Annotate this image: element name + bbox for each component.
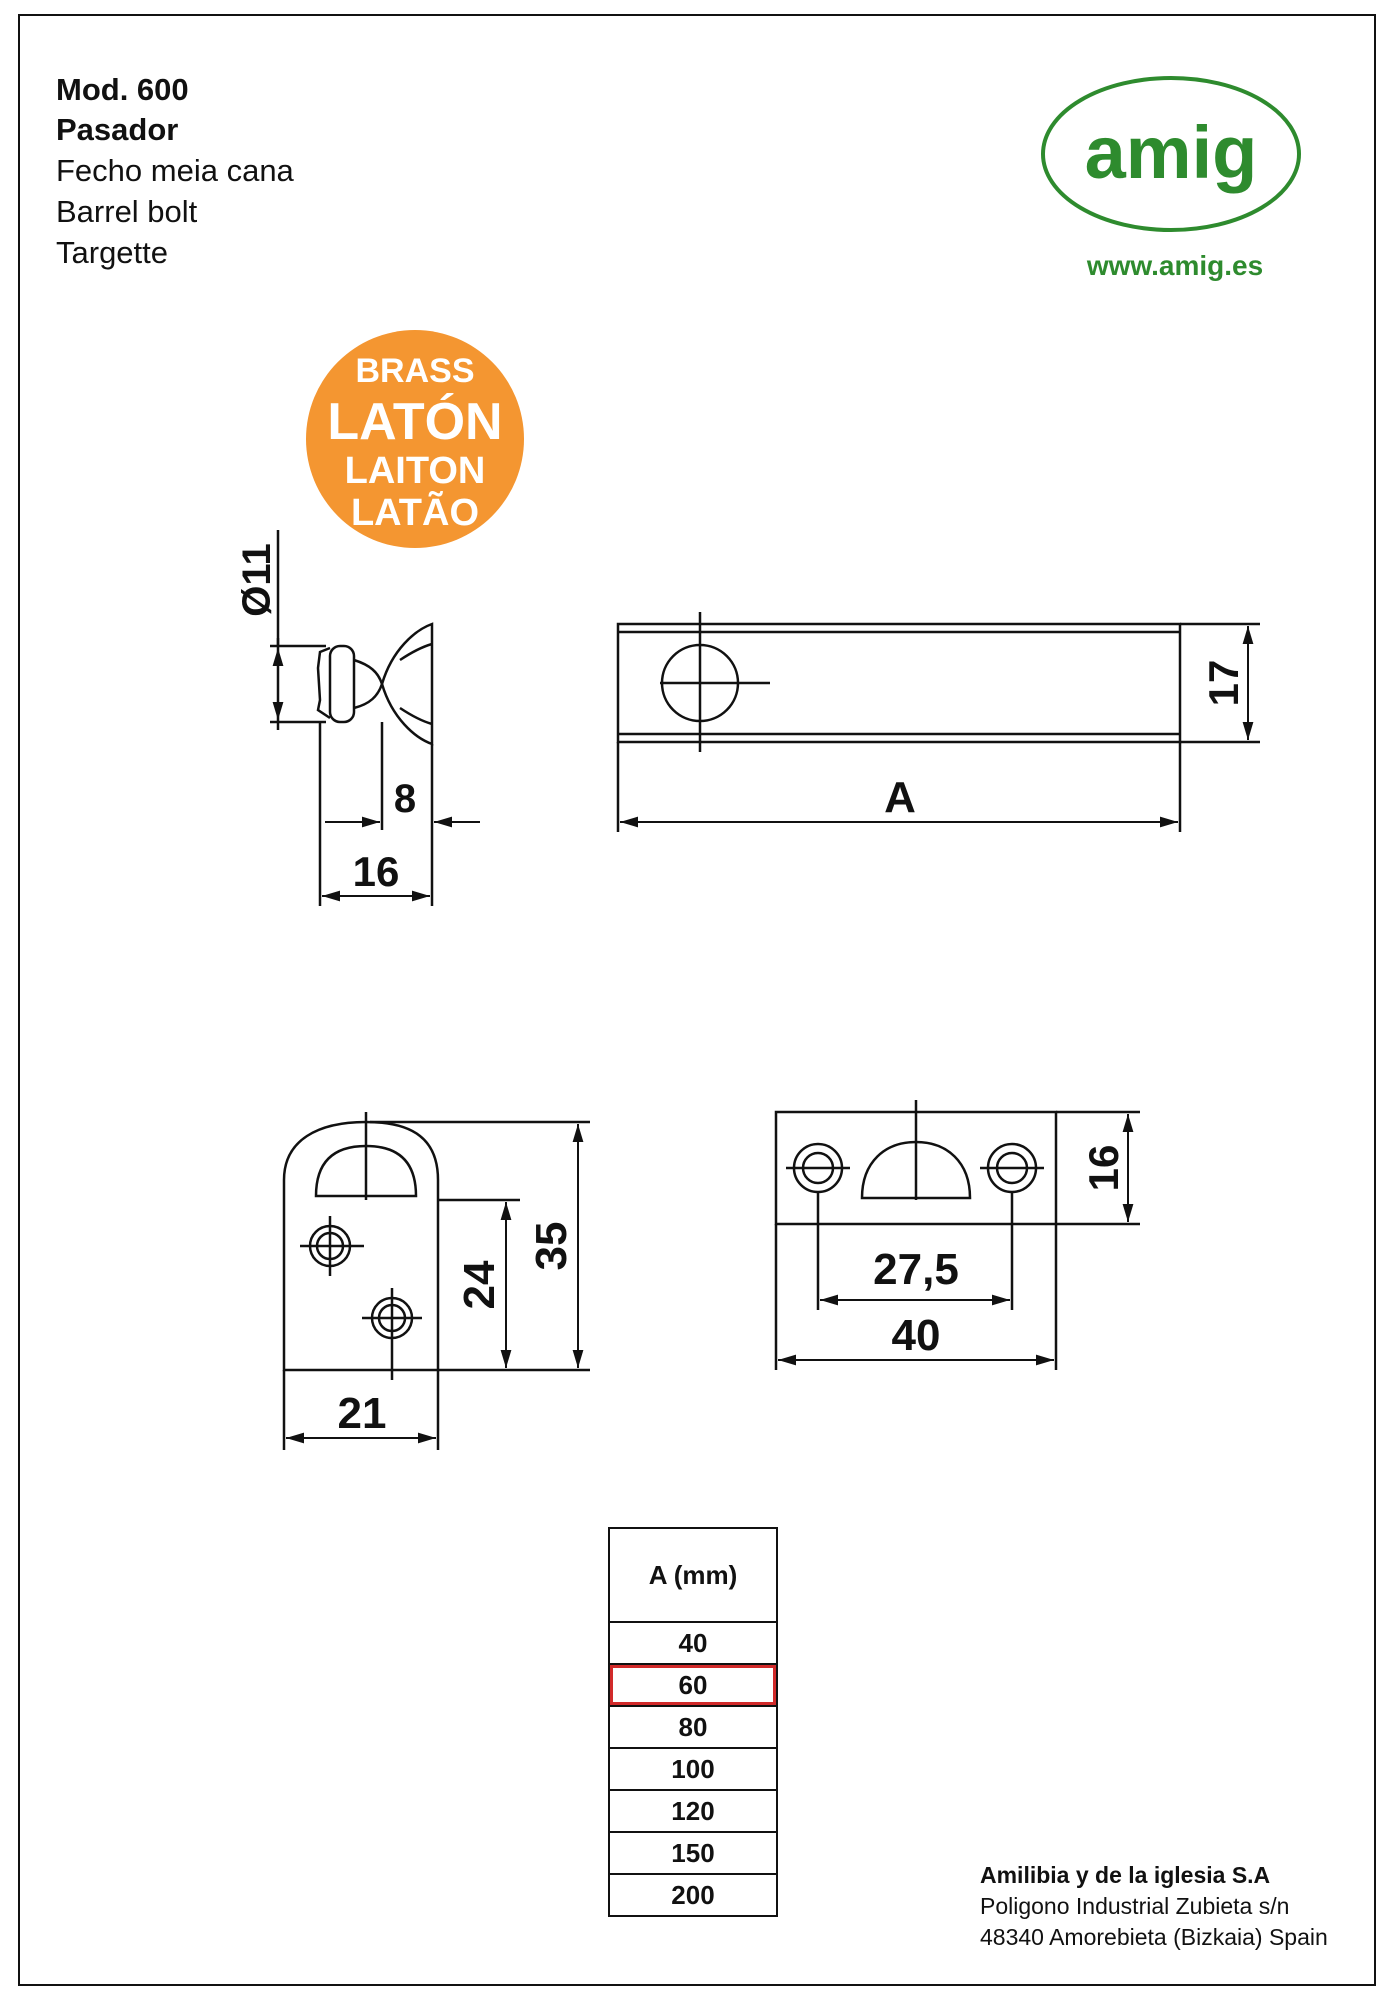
dim-bolt-height: 17 (1200, 659, 1247, 707)
model-number: Mod. 600 (56, 72, 189, 107)
dim-bolt-length: A (884, 773, 916, 822)
size-row: 150 (609, 1832, 777, 1874)
dim-knob-total: 16 (352, 848, 400, 895)
dim-keeper-inner: 24 (455, 1260, 504, 1310)
dim-keeper-width: 21 (337, 1389, 387, 1438)
product-name-es: Pasador (56, 112, 179, 147)
company-info (980, 1860, 1328, 1953)
product-name-en: Barrel bolt (56, 194, 198, 229)
knob-side-view (270, 530, 432, 906)
dim-plate-hole-spacing: 27,5 (873, 1245, 959, 1294)
size-row: 40 (609, 1622, 777, 1664)
product-name-fr: Targette (56, 235, 169, 270)
size-table (608, 1527, 778, 1917)
dim-knob-diameter: Ø11 (235, 543, 279, 617)
size-row: 200 (609, 1874, 777, 1916)
size-row: 100 (609, 1748, 777, 1790)
company-address-line2: 48340 Amorebieta (Bizkaia) Spain (980, 1924, 1328, 1950)
size-row: 80 (609, 1706, 777, 1748)
plate-view (776, 1100, 1140, 1370)
size-row-highlighted: 60 (609, 1664, 777, 1706)
company-address-line1: Poligono Industrial Zubieta s/n (980, 1893, 1290, 1919)
dim-plate-width: 40 (891, 1311, 941, 1360)
keeper-view (284, 1112, 590, 1450)
dim-keeper-height: 35 (527, 1221, 576, 1271)
product-name-pt: Fecho meia cana (56, 153, 294, 188)
bolt-bar (618, 612, 1260, 832)
material-pt: LATÃO (350, 492, 480, 534)
company-name: Amilibia y de la iglesia S.A (980, 1862, 1271, 1888)
logo-text: amig (1084, 111, 1258, 194)
material-es: LATÓN (327, 393, 503, 451)
size-row: 120 (609, 1790, 777, 1832)
size-table-header: A (mm) (609, 1528, 777, 1622)
material-en: BRASS (355, 352, 475, 390)
material-fr: LAITON (344, 450, 486, 492)
dim-knob-length: 8 (393, 777, 417, 821)
website-url: www.amig.es (1086, 250, 1264, 281)
dim-plate-height: 16 (1080, 1144, 1127, 1192)
